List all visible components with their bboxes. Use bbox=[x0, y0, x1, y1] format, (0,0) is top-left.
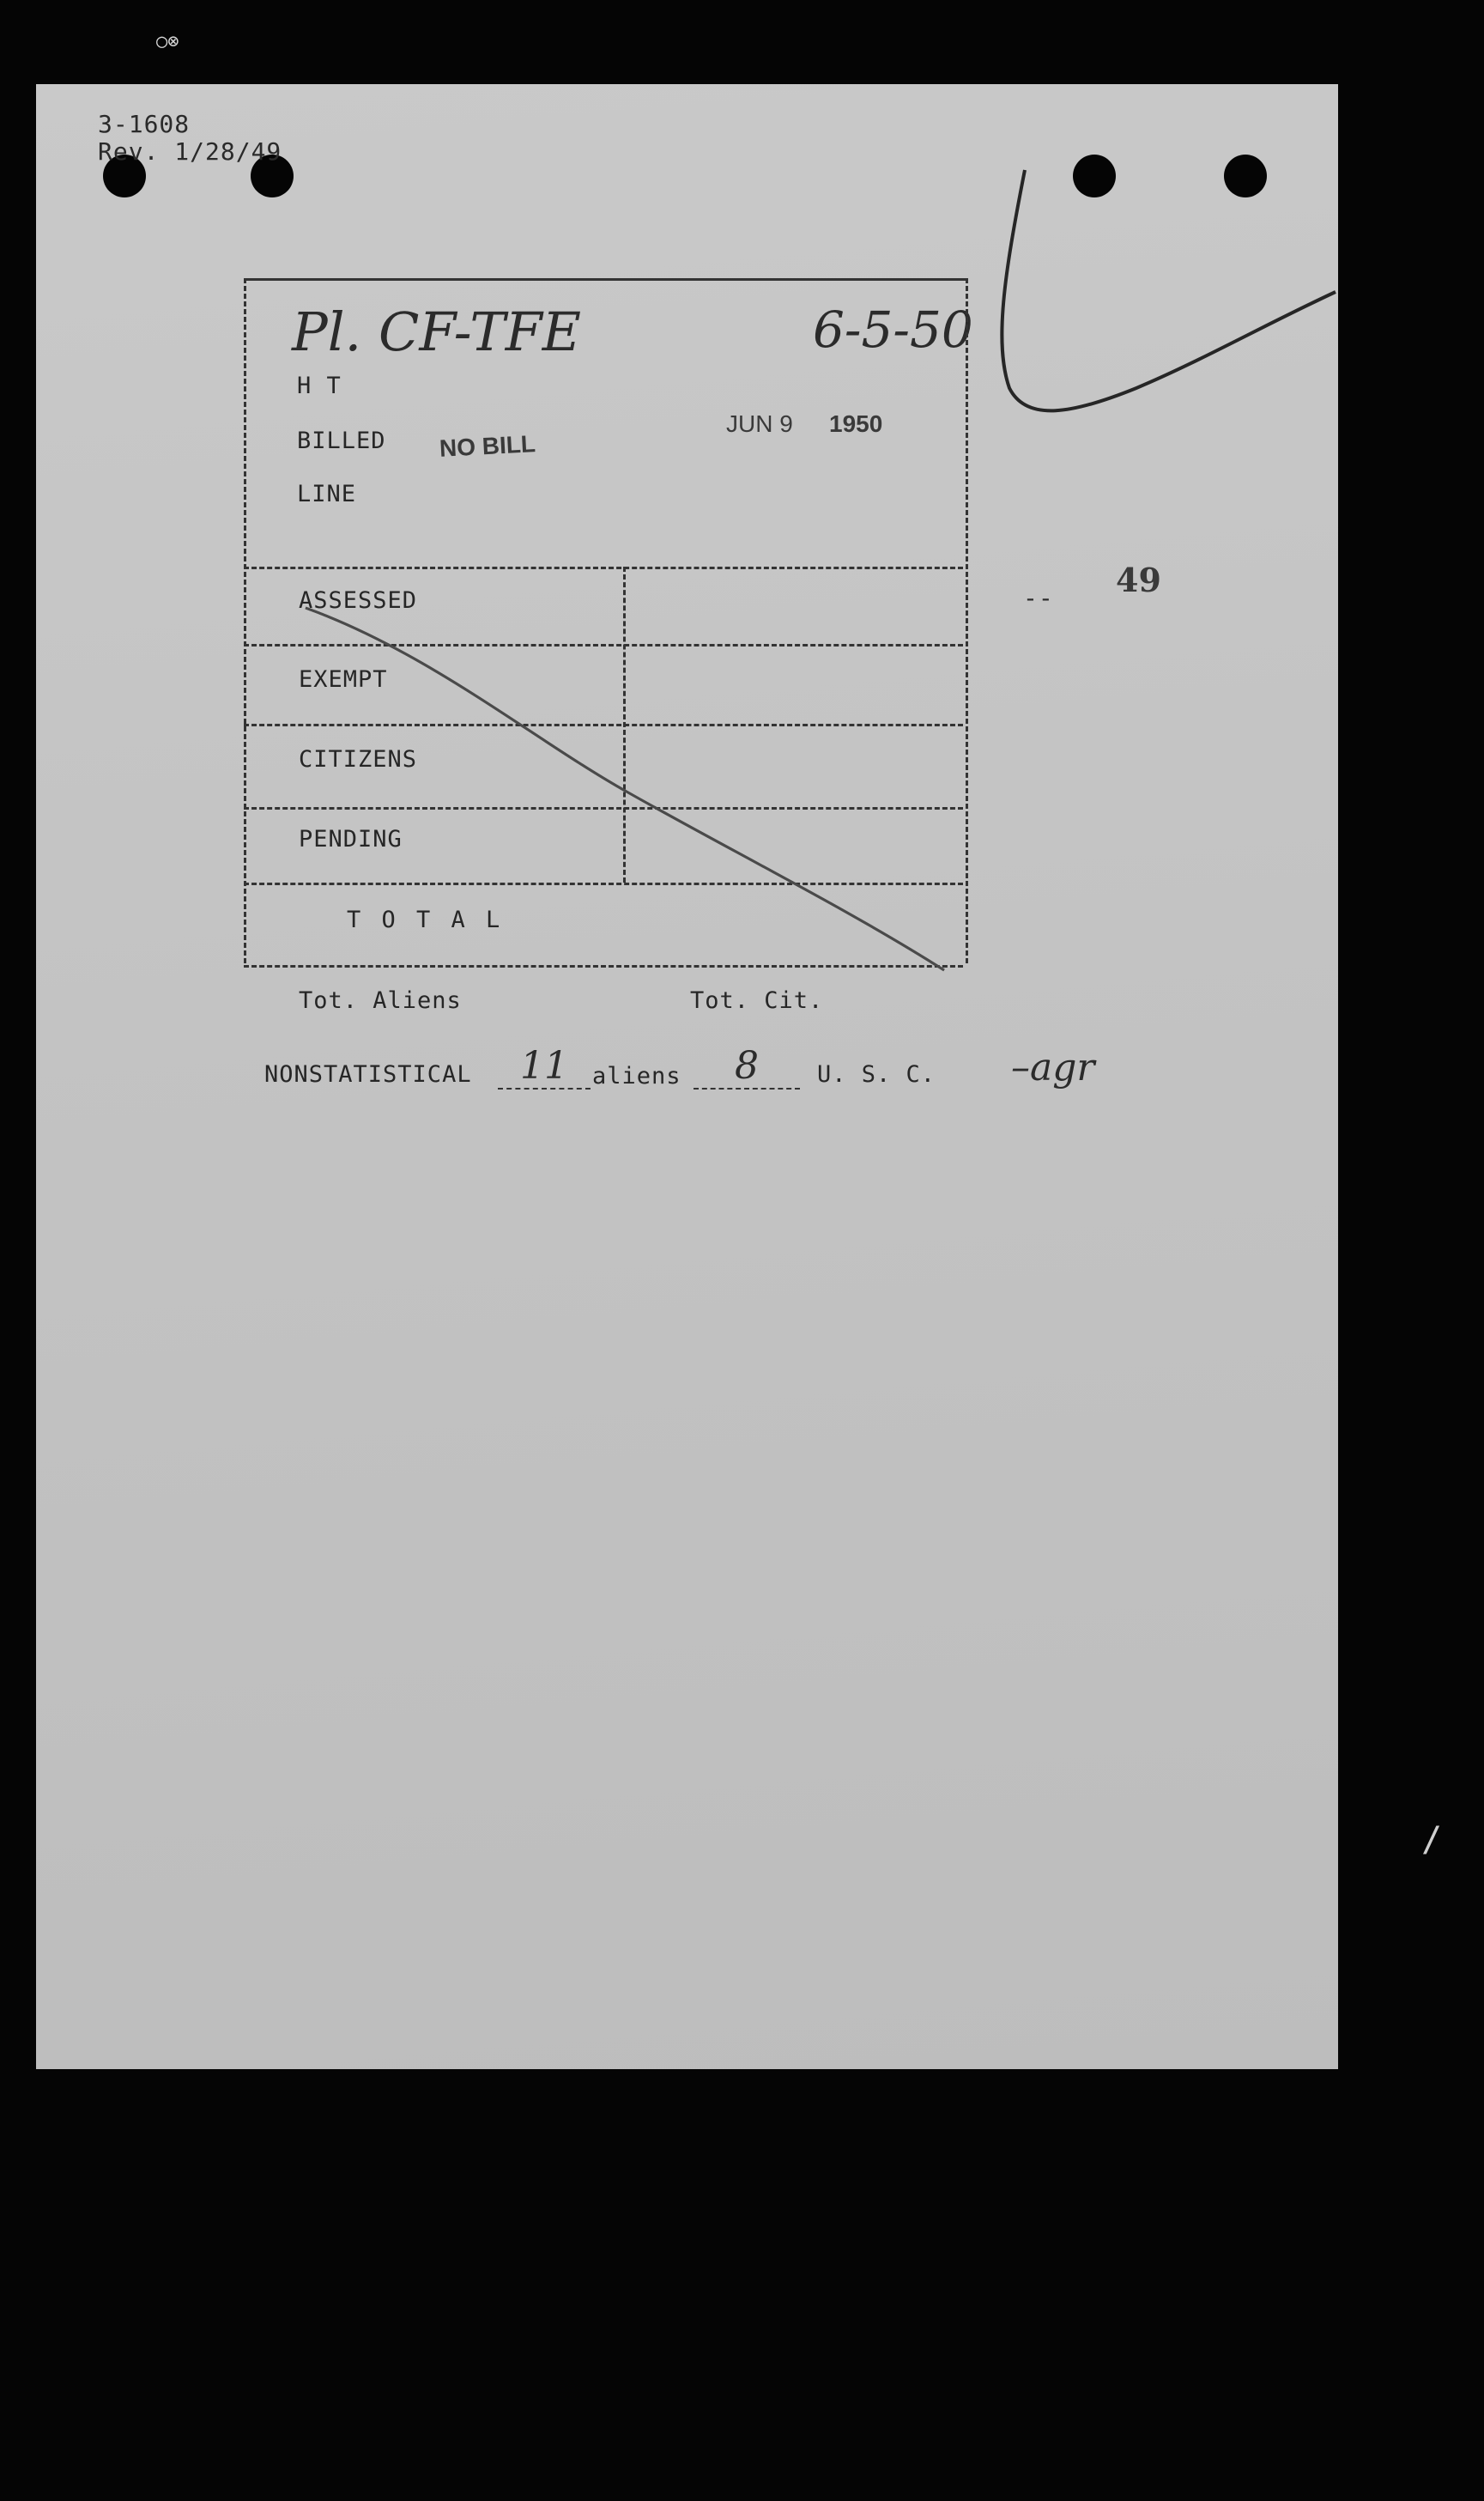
field-billed: BILLED bbox=[297, 428, 386, 454]
table-divider bbox=[244, 807, 963, 810]
form-number: 3-1608 bbox=[98, 110, 191, 138]
film-frame-mark: ○⊗ bbox=[156, 31, 179, 52]
page-number: 49 bbox=[1116, 561, 1161, 599]
row-assessed: ASSESSED bbox=[299, 587, 418, 614]
table-divider bbox=[244, 883, 963, 885]
field-line: LINE bbox=[297, 481, 357, 507]
table-divider bbox=[244, 567, 963, 569]
handwritten-initials: –agr bbox=[1011, 1046, 1095, 1090]
initials-text: agr bbox=[1030, 1046, 1095, 1090]
row-total: T O T A L bbox=[347, 907, 504, 933]
date-stamp-year: 1950 bbox=[829, 410, 883, 437]
table-divider bbox=[244, 965, 963, 968]
row-citizens: CITIZENS bbox=[299, 746, 418, 773]
table-column-divider bbox=[623, 567, 626, 883]
no-bill-stamp: NO BILL bbox=[439, 430, 536, 462]
date-stamp-month-day: JUN 9 bbox=[726, 410, 793, 437]
table-divider bbox=[244, 644, 963, 646]
punch-hole bbox=[1224, 155, 1267, 197]
edge-scratch: / bbox=[1421, 1820, 1443, 1860]
table-divider bbox=[244, 724, 963, 726]
tally-form-box bbox=[244, 278, 968, 963]
field-ht: H T bbox=[297, 373, 342, 399]
handwritten-date: 6-5-50 bbox=[813, 300, 973, 359]
nonstatistical-aliens-value: 11 bbox=[498, 1044, 591, 1090]
handwritten-code: Pl. CF-TFE bbox=[292, 300, 582, 363]
punch-hole bbox=[1073, 155, 1116, 197]
nonstatistical-usc-label: U. S. C. bbox=[817, 1061, 936, 1088]
form-revision: Rev. 1/28/49 bbox=[98, 137, 282, 166]
row-pending: PENDING bbox=[299, 826, 403, 853]
total-citizens-label: Tot. Cit. bbox=[690, 987, 824, 1014]
margin-dash: -- bbox=[1023, 584, 1054, 612]
nonstatistical-usc-value: 8 bbox=[694, 1044, 800, 1090]
nonstatistical-aliens-label: aliens bbox=[592, 1063, 681, 1090]
row-exempt: EXEMPT bbox=[299, 666, 388, 693]
nonstatistical-label: NONSTATISTICAL bbox=[264, 1061, 472, 1088]
total-aliens-label: Tot. Aliens bbox=[299, 987, 462, 1014]
